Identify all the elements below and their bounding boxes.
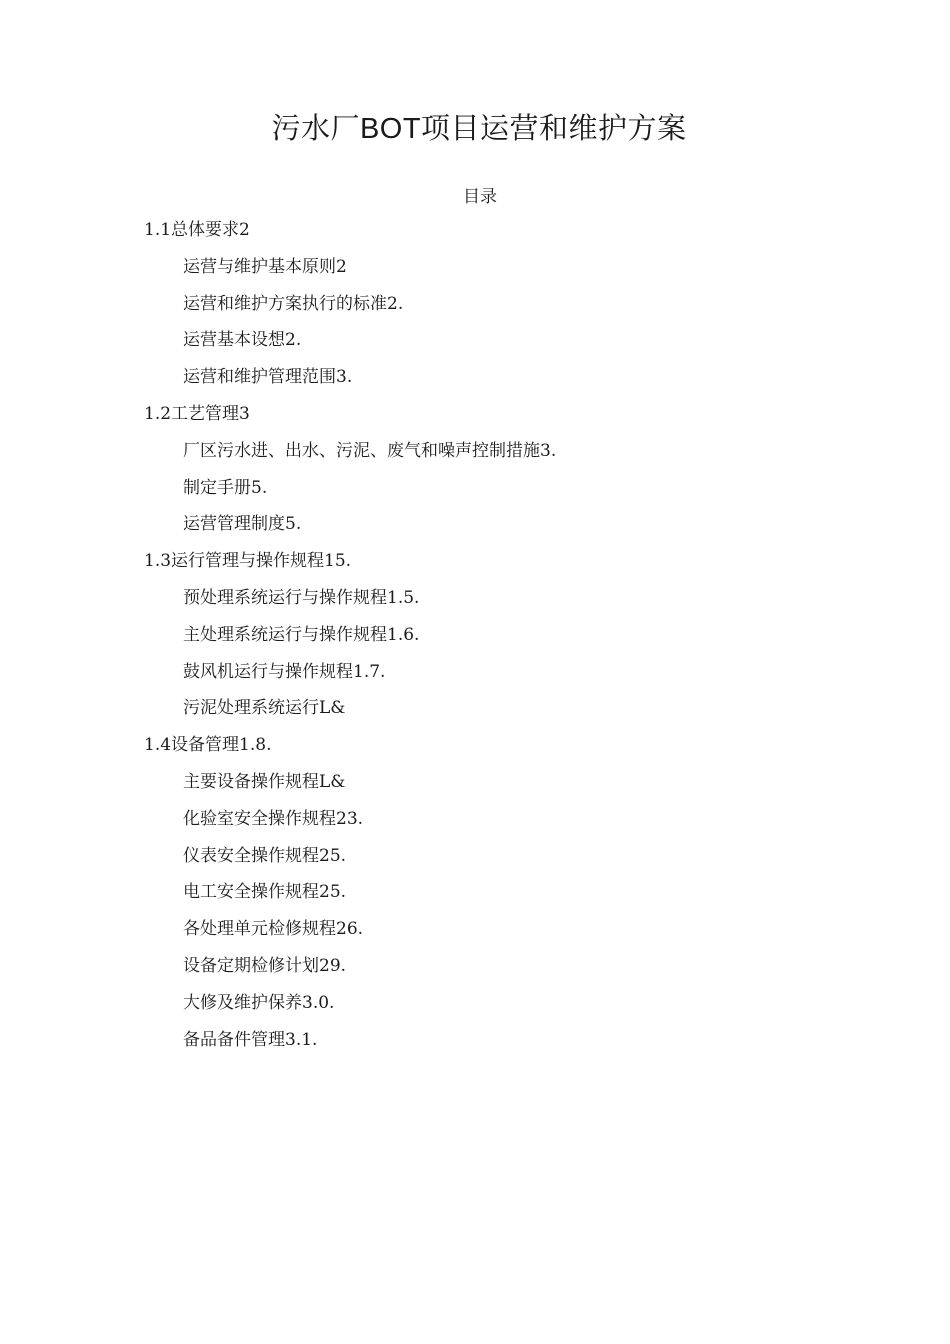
- toc-entry[interactable]: 1.3运行管理与操作规程15.: [144, 551, 352, 572]
- toc-entry[interactable]: 运营和维护管理范围3.: [183, 367, 353, 388]
- toc-entry[interactable]: 鼓风机运行与操作规程1.7.: [183, 661, 386, 682]
- toc-entry[interactable]: 运营管理制度5.: [183, 514, 302, 535]
- toc-entry[interactable]: 备品备件管理3.1.: [183, 1029, 318, 1050]
- toc-entry[interactable]: 大修及维护保养3.0.: [183, 992, 335, 1013]
- toc-entry[interactable]: 预处理系统运行与操作规程1.5.: [183, 587, 420, 608]
- toc-entry[interactable]: 运营和维护方案执行的标准2.: [183, 293, 404, 314]
- toc-entry[interactable]: 电工安全操作规程25.: [183, 882, 347, 903]
- toc-entry[interactable]: 污泥处理系统运行L&: [183, 698, 346, 719]
- toc-entry[interactable]: 制定手册5.: [183, 477, 268, 498]
- toc-entry[interactable]: 1.1总体要求2: [144, 220, 250, 240]
- toc-entry[interactable]: 主要设备操作规程L&: [183, 771, 346, 792]
- toc-entry[interactable]: 1.2工艺管理3: [144, 403, 250, 424]
- toc-entry[interactable]: 运营与维护基本原则2: [183, 256, 347, 277]
- document-title: 污水厂BOT项目运营和维护方案: [271, 113, 687, 145]
- toc-entry[interactable]: 仪表安全操作规程25.: [183, 845, 347, 866]
- toc-entry[interactable]: 运营基本设想2.: [183, 330, 302, 351]
- toc-entry[interactable]: 化验室安全操作规程23.: [183, 808, 364, 829]
- toc-entry[interactable]: 厂区污水进、出水、污泥、废气和噪声控制措施3.: [183, 440, 557, 461]
- toc-entry[interactable]: 主处理系统运行与操作规程1.6.: [183, 624, 420, 645]
- toc-entry[interactable]: 1.4设备管理1.8.: [144, 735, 272, 756]
- table-of-contents: [144, 218, 864, 1064]
- toc-entry[interactable]: 设备定期检修计划29.: [183, 955, 347, 976]
- toc-entry[interactable]: 各处理单元检修规程26.: [183, 919, 364, 940]
- toc-heading: 目录: [463, 187, 497, 207]
